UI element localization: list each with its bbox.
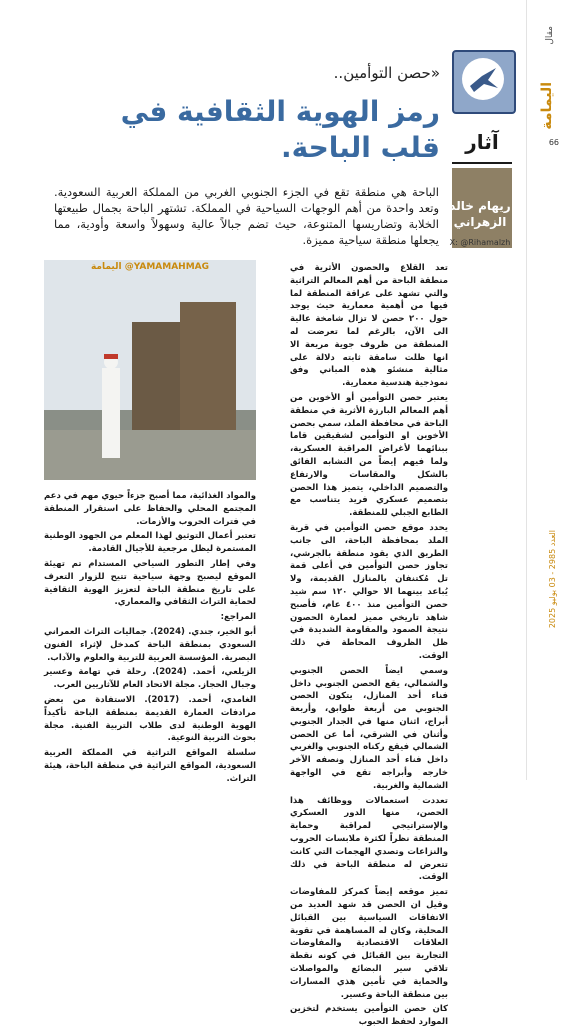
section-divider	[452, 162, 512, 164]
photo-watermark: اليمامة @YAMAMAHMAG	[90, 262, 210, 272]
paragraph: تعددت استعمالات ووظائف هذا الحصن، منها الدور العسكري والإستراتيجي لمراقبة وحماية المنطقة نظراً لكثرة ملابسات الحروب والنزاعات وتصدي الهجمات التي كانت تتعرض له منطقة الباحة في ذلك الوقت.	[290, 795, 448, 883]
paragraph: تعد القلاع والحصون الأثرية في منطقة الباحة من أهم المعالم التراثية والتي تشهد على عراقة المنطقة لما فيها من أهمية معمارية حيث يوجد حول ٢٠٠ حصن لا تزال شامخة عالية الى الآن، بالرغم لما تعرضت له المنطقة من ظروف جوية مريعة الا انها ظلت سامقة ثابته دلالة على مثالية منشئو هذه المباني وفق نموذجية هندسية معمارية.	[290, 263, 448, 389]
reference-item: الزيلعي، أحمد. (2024). رحلة في تهامة وعسير وجبال الحجاز. مجلة الاتحاد العام للآثاريين العرب.	[44, 667, 256, 691]
author-name: ريهام خالد الزهراني	[449, 199, 511, 229]
section-label: مقال	[545, 26, 555, 45]
magazine-brand: اليمامة	[539, 82, 555, 130]
paragraph: والمواد الغذائية، مما أصبح جزءاً حيوي مهم في دعم المجتمع المحلي والحفاظ على استقرار المنطقة في فترات الحروب والأزمات.	[44, 491, 256, 527]
paragraph: تميز موقعه إيضاً كمركز للمفاوضات وقيل ان الحصن قد شهد العديد من الاتفاقات السياسية بين القبائل المحلية، وكان له المساهمة في تقوية العلاقات الاقتصادية والمفاوضات التجارية بين القبائل في كونه نقطة تلاقي سير البضائع والمواصلات والحماية في تأمين هذي المسارات بين منطقة الباحة وعسير.	[290, 887, 448, 1000]
right-column	[289, 262, 448, 1028]
author-handle: X: @Rihamalzh	[449, 238, 511, 247]
paragraph: تعتبر أعمال التوثيق لهذا المعلم من الجهود الوطنية المستمرة ليظل مرجعية للأجيال القادمة.	[44, 531, 256, 555]
article-lead: الباحة هي منطقة تقع في الجزء الجنوبي الغربي من المملكة العربية السعودية. وتعد واحدة من أهم الوجهات السياحية في المملكة. تشتهر الباحة بجمال طبيعتها الخلابة وتضاريسها المتنوعة، حيث تضم جبالاً عالية وسهولاً واسعة وأودية، مما يجعلها منطقة سياحية مميزة.	[54, 185, 439, 247]
section-title: آثار	[465, 130, 499, 154]
left-column	[44, 490, 256, 784]
article-title: رمز الهوية الثقافية في قلب الباحة.	[120, 95, 440, 164]
paragraph: وفي إطار التطور السياحي المستدام تم تهيئة الموقع ليصبح وجهة سياحية تتيح للزوار التعرف على تاريخ منطقة الباحة لتعزيز الهوية الثقافية لحماية التراث الثقافي والمعماري.	[44, 558, 256, 608]
paragraph: يعتبر حصن التوأمين أو الأخوين من أهم المعالم البارزة الأثرية في منطقة الباحة في محافظة الملد، سمي بحصن الأخوين او التوأمين لشقيقين قاما ببنائهما لأغراض المراقبة العسكرية، ولما فيهم إيضاً من التشابه الفائق بالشكل والمقاسات والارتفاع والتصميم الداخلي، يتميز هذا الحصن بتصميم عسكري فريد يتناسب مع الطابع الجبلي للمنطقة.	[289, 392, 448, 519]
issue-line: العدد 2985 - 03 يوليو 2025	[548, 530, 557, 629]
bird-icon	[462, 58, 504, 100]
fort-photo	[44, 260, 256, 480]
paragraph: يحدد موقع حصن التوأمين في قرية الملد بمحافظة الباحة، الى جانب الطريق الذي يقود منطقة بالجرشي، تجاوز حصن التوأمين في أعلى قمة تل مُكتنفان بالمنازل القديمة، ولا يُباعد بينهما الا حوالي ١٢٠ سم شيد حصن التوأمين منذ ٤٠٠ عام، فأصبح شاهد تاريخي مميز لعمارة الحصون نتيجة الصمود والمقاومة الشديدة في ظل الظروف المحاطة في ذلك الوقت.	[290, 522, 448, 661]
reference-item: أبو الخير، جندي. (2024). جماليات التراث العمراني السعودي بمنطقة الباحة كمدخل لإثراء الفنون البصرية. المؤسسة العربية للتربية والعلوم والآداب.	[44, 626, 256, 663]
reference-item: الغامدي، أحمد. (2017). الاستفادة من بعض مرادفات العمارة القديمة بمنطقة الباحة تأكيداً الهوية الوطنية لدى طلاب التربية الفنية. مجلة بحوث التربية النوعية.	[44, 694, 256, 744]
paragraph: وسمي ايضاً الحصن الجنوبي والشمالي، يقع الحصن الجنوبي داخل فناء أحد المنازل، يتكون الحصن الجنوبي من أربعة طوابق، وأربعة أبراج، اثنان منها في الجدار الجنوبي وأثنان في الشرقي، أما عن الحصن الشمالي فيقع ركناه الجنوبي والغربي داخل فناء أحد المنازل ونصفه الآخر خارجه وأبراجه تقع في الواجهة الشمالية والغربية.	[290, 665, 448, 791]
page-number: 66	[548, 138, 559, 147]
references-heading: المراجع:	[220, 612, 256, 623]
paragraph: كان حصن التوأمين يستخدم لتخزين الموارد لحفظ الحبوب	[290, 1004, 448, 1028]
article-kicker: «حصن التوأمين..	[333, 64, 440, 82]
reference-item: سلسلة المواقع التراثية في المملكة العربية السعودية، المواقع التراثية في منطقة الباحة، هيئة التراث.	[44, 748, 256, 784]
